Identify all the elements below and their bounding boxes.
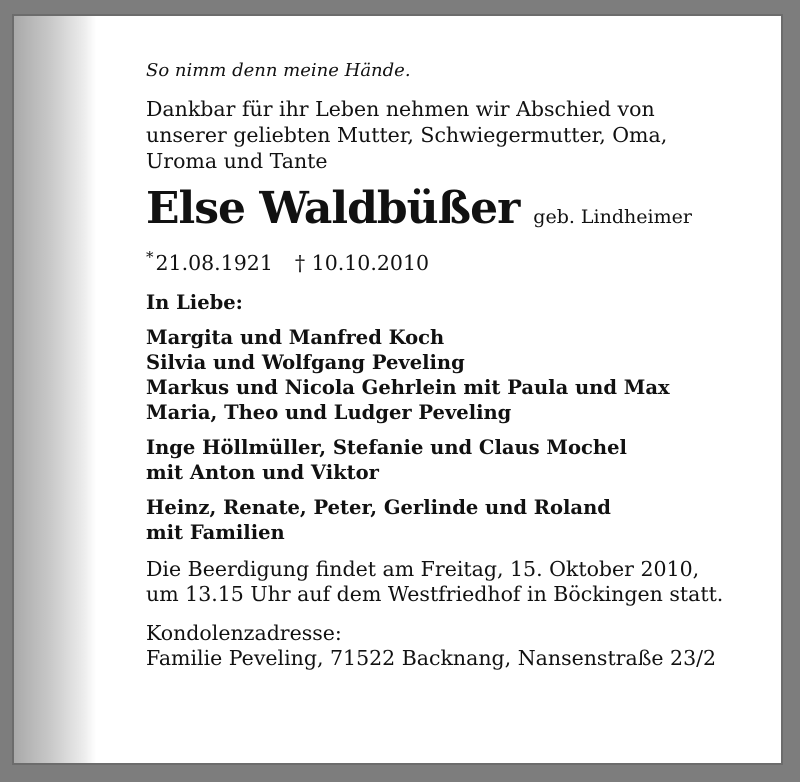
intro-text — [146, 96, 766, 174]
mourner-line: Inge Höllmüller, Stefanie und Claus Mochel — [146, 435, 627, 459]
intro-line: Uroma und Tante — [146, 149, 328, 173]
mourner-line: mit Anton und Viktor — [146, 460, 379, 484]
mourner-group — [146, 325, 766, 425]
mourner-group — [146, 435, 766, 485]
mourner-line: Heinz, Renate, Peter, Gerlinde und Roland — [146, 495, 611, 519]
mourner-line: Maria, Theo und Ludger Peveling — [146, 400, 512, 424]
funeral-info — [146, 557, 766, 607]
page-fold-shadow — [14, 16, 96, 763]
mourner-line: mit Familien — [146, 520, 285, 544]
maiden-name: geb. Lindheimer — [533, 206, 692, 228]
funeral-line: Die Beerdigung findet am Freitag, 15. Oktober 2010, — [146, 556, 700, 581]
deceased-name-row — [146, 182, 766, 236]
mourner-line: Silvia und Wolfgang Peveling — [146, 350, 465, 374]
deceased-name: Else Waldbüßer — [146, 183, 520, 234]
motto: So nimm denn meine Hände. — [146, 60, 411, 81]
mourner-group — [146, 495, 766, 545]
death-symbol: † — [294, 250, 306, 275]
birth-date: 21.08.1921 — [155, 250, 273, 275]
birth-symbol: * — [146, 248, 154, 266]
notice-content — [146, 60, 766, 679]
condolence-address — [146, 621, 766, 671]
death-date: 10.10.2010 — [311, 250, 430, 275]
mourner-line: Margita und Manfred Koch — [146, 325, 445, 349]
funeral-line: um 13.15 Uhr auf dem Westfriedhof in Böckingen statt. — [146, 581, 724, 606]
address-label: Kondolenzadresse: — [146, 620, 342, 645]
intro-line: unserer geliebten Mutter, Schwiegermutter, Oma, — [146, 123, 668, 147]
life-dates — [146, 244, 766, 276]
mourners-heading: In Liebe: — [146, 290, 243, 314]
address-line: Familie Peveling, 71522 Backnang, Nansenstraße 23/2 — [146, 645, 717, 670]
obituary-notice — [12, 14, 783, 765]
intro-line: Dankbar für ihr Leben nehmen wir Abschied von — [146, 97, 655, 121]
mourner-line: Markus und Nicola Gehrlein mit Paula und Max — [146, 375, 670, 399]
